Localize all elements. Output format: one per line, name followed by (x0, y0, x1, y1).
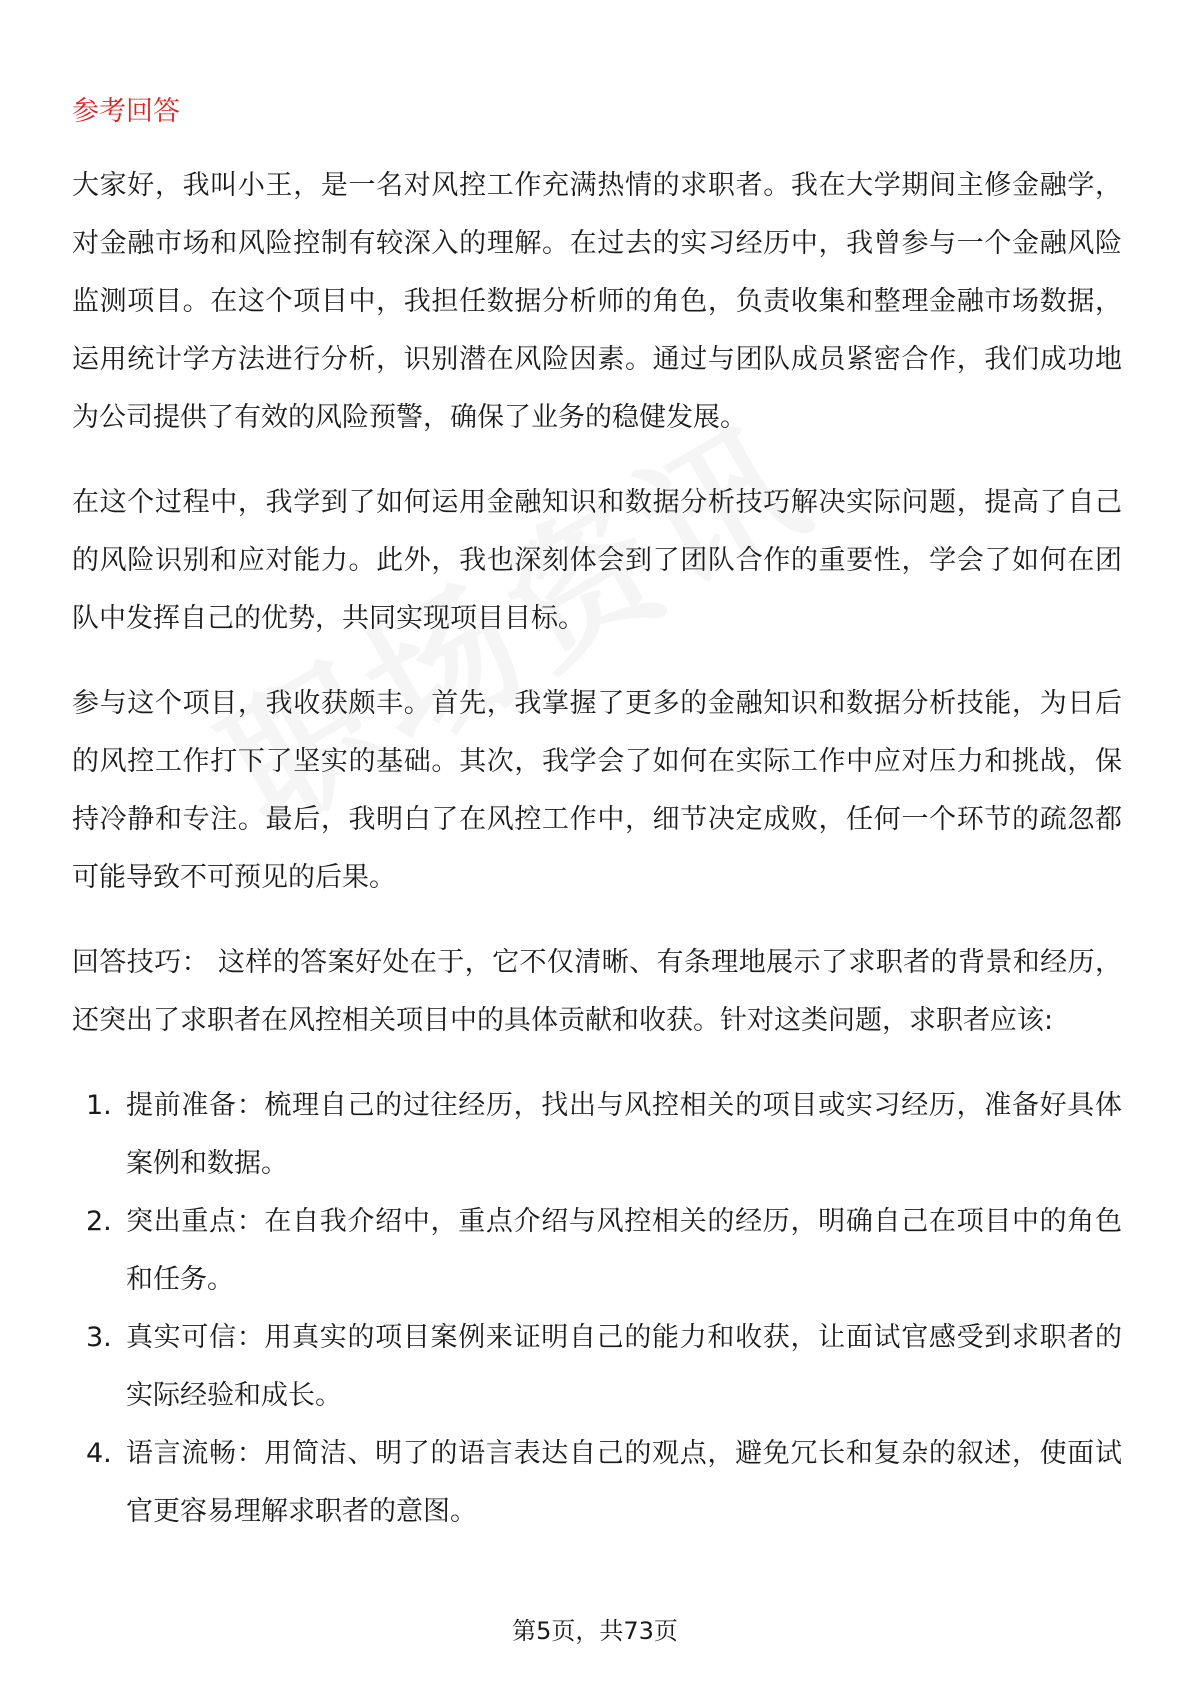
tips-item-3 (72, 1309, 1122, 1425)
tips-number: 3. (86, 1322, 112, 1353)
tips-text: 提前准备：梳理自己的过往经历，找出与风控相关的项目或实习经历，准备好具体案例和数据。 (126, 1090, 1122, 1179)
tips-lead: 回答技巧： 这样的答案好处在于，它不仅清晰、有条理地展示了求职者的背景和经历，还突出了求职者在风控相关项目中的具体贡献和收获。针对这类问题，求职者应该: (72, 947, 1122, 1036)
tips-text: 真实可信：用真实的项目案例来证明自己的能力和收获，让面试官感受到求职者的实际经验和成长。 (126, 1322, 1122, 1411)
paragraph-gains: 参与这个项目，我收获颇丰。首先，我掌握了更多的金融知识和数据分析技能，为日后的风控工作打下了坚实的基础。其次，我学会了如何在实际工作中应对压力和挑战，保持冷静和专注。最后，我明白了在风控工作中，细节决定成败，任何一个环节的疏忽都可能导致不可预见的后果。 (72, 688, 1122, 893)
tips-item-1 (72, 1077, 1122, 1193)
tips-number: 1. (86, 1090, 112, 1121)
page-footer: 第5页，共73页 (512, 1617, 678, 1645)
tips-number: 4. (86, 1438, 112, 1469)
page-content (72, 92, 1122, 1541)
paragraph-intro: 大家好，我叫小王，是一名对风控工作充满热情的求职者。我在大学期间主修金融学，对金融市场和风险控制有较深入的理解。在过去的实习经历中，我曾参与一个金融风险监测项目。在这个项目中，我担任数据分析师的角色，负责收集和整理金融市场数据，运用统计学方法进行分析，识别潜在风险因素。通过与团队成员紧密合作，我们成功地为公司提供了有效的风险预警，确保了业务的稳健发展。 (72, 170, 1122, 433)
paragraph-learning: 在这个过程中，我学到了如何运用金融知识和数据分析技巧解决实际问题，提高了自己的风险识别和应对能力。此外，我也深刻体会到了团队合作的重要性，学会了如何在团队中发挥自己的优势，共同实现项目目标。 (72, 487, 1122, 634)
tips-text: 语言流畅：用简洁、明了的语言表达自己的观点，避免冗长和复杂的叙述，使面试官更容易理解求职者的意图。 (126, 1438, 1122, 1527)
tips-list (72, 1077, 1122, 1541)
section-title: 参考回答 (72, 96, 180, 127)
tips-text: 突出重点：在自我介绍中，重点介绍与风控相关的经历，明确自己在项目中的角色和任务。 (126, 1206, 1122, 1295)
tips-item-4 (72, 1425, 1122, 1541)
tips-item-2 (72, 1193, 1122, 1309)
tips-number: 2. (86, 1206, 112, 1237)
